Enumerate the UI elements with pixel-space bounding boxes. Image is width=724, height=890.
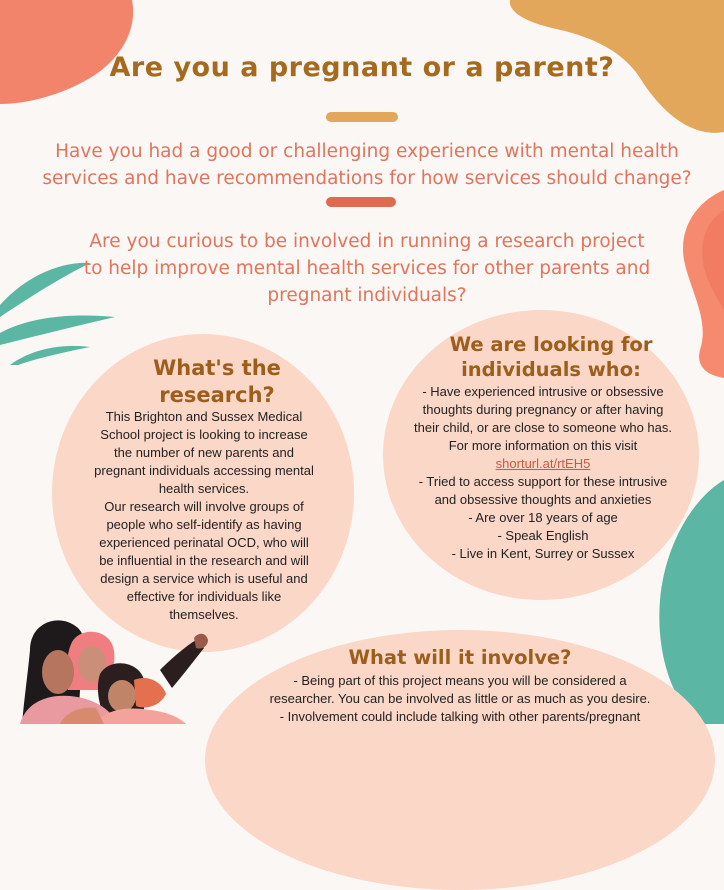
research-line: This Brighton and Sussex Medical	[105, 409, 303, 424]
involve-line: - Being part of this project means you will be considered a	[293, 673, 627, 688]
page-title: Are you a pregnant or a parent?	[109, 52, 615, 83]
parents-illustration	[0, 610, 215, 724]
looking-line: - Live in Kent, Surrey or Sussex	[451, 546, 635, 561]
question-experience-line-2: services and have recommendations for how services should change?	[42, 168, 692, 189]
looking-line: thoughts during pregnancy or after having	[422, 402, 664, 417]
research-line: themselves.	[169, 607, 239, 622]
info-link[interactable]: shorturl.at/rtEH5	[495, 456, 591, 471]
research-line: the number of new parents and	[114, 445, 294, 460]
research-line: people who self-identify as having	[106, 517, 302, 532]
question-curious-line-1: Are you curious to be involved in running a research project	[89, 231, 645, 252]
involve-body	[225, 672, 695, 726]
research-line: experienced perinatal OCD, who will	[99, 535, 309, 550]
research-heading-line-1: What's the	[153, 356, 281, 380]
research-line: pregnant individuals accessing mental	[94, 463, 314, 478]
looking-line: - Tried to access support for these intrusive	[418, 474, 668, 489]
research-line: School project is looking to increase	[100, 427, 308, 442]
research-heading-line-2: research?	[159, 383, 275, 407]
question-curious	[0, 228, 724, 309]
looking-line: - Are over 18 years of age	[468, 510, 618, 525]
question-curious-line-3: pregnant individuals?	[267, 285, 467, 306]
involve-line: - Involvement could include talking with other parents/pregnant	[279, 709, 641, 724]
research-heading	[52, 355, 382, 409]
question-experience-line-1: Have you had a good or challenging experience with mental health	[55, 141, 679, 162]
research-line: effective for individuals like	[126, 589, 282, 604]
question-experience	[0, 138, 724, 192]
looking-for-heading-line-2: individuals who:	[461, 358, 641, 381]
looking-line: - Have experienced intrusive or obsessive	[422, 384, 664, 399]
divider-bar-gold	[326, 112, 398, 122]
research-line: Our research will involve groups of	[104, 499, 304, 514]
looking-for-body	[393, 383, 693, 563]
looking-line: - Speak English	[497, 528, 589, 543]
involve-heading: What will it involve?	[348, 646, 572, 669]
research-line: design a service which is useful and	[100, 571, 308, 586]
research-line: be influential in the research and will	[99, 553, 309, 568]
involve-line: researcher. You can be involved as little or as much as you desire.	[269, 691, 651, 706]
divider-bar-red	[326, 197, 396, 207]
looking-for-heading	[383, 332, 719, 382]
looking-line: their child, or are close to someone who has.	[414, 420, 672, 435]
looking-for-heading-line-1: We are looking for	[449, 333, 653, 356]
research-line: health services.	[158, 481, 250, 496]
involve-circle	[205, 630, 715, 890]
looking-line: and obsessive thoughts and anxieties	[434, 492, 652, 507]
looking-line: For more information on this visit	[448, 438, 638, 453]
research-body	[64, 408, 344, 624]
question-curious-line-2: to help improve mental health services for other parents and	[83, 258, 651, 279]
